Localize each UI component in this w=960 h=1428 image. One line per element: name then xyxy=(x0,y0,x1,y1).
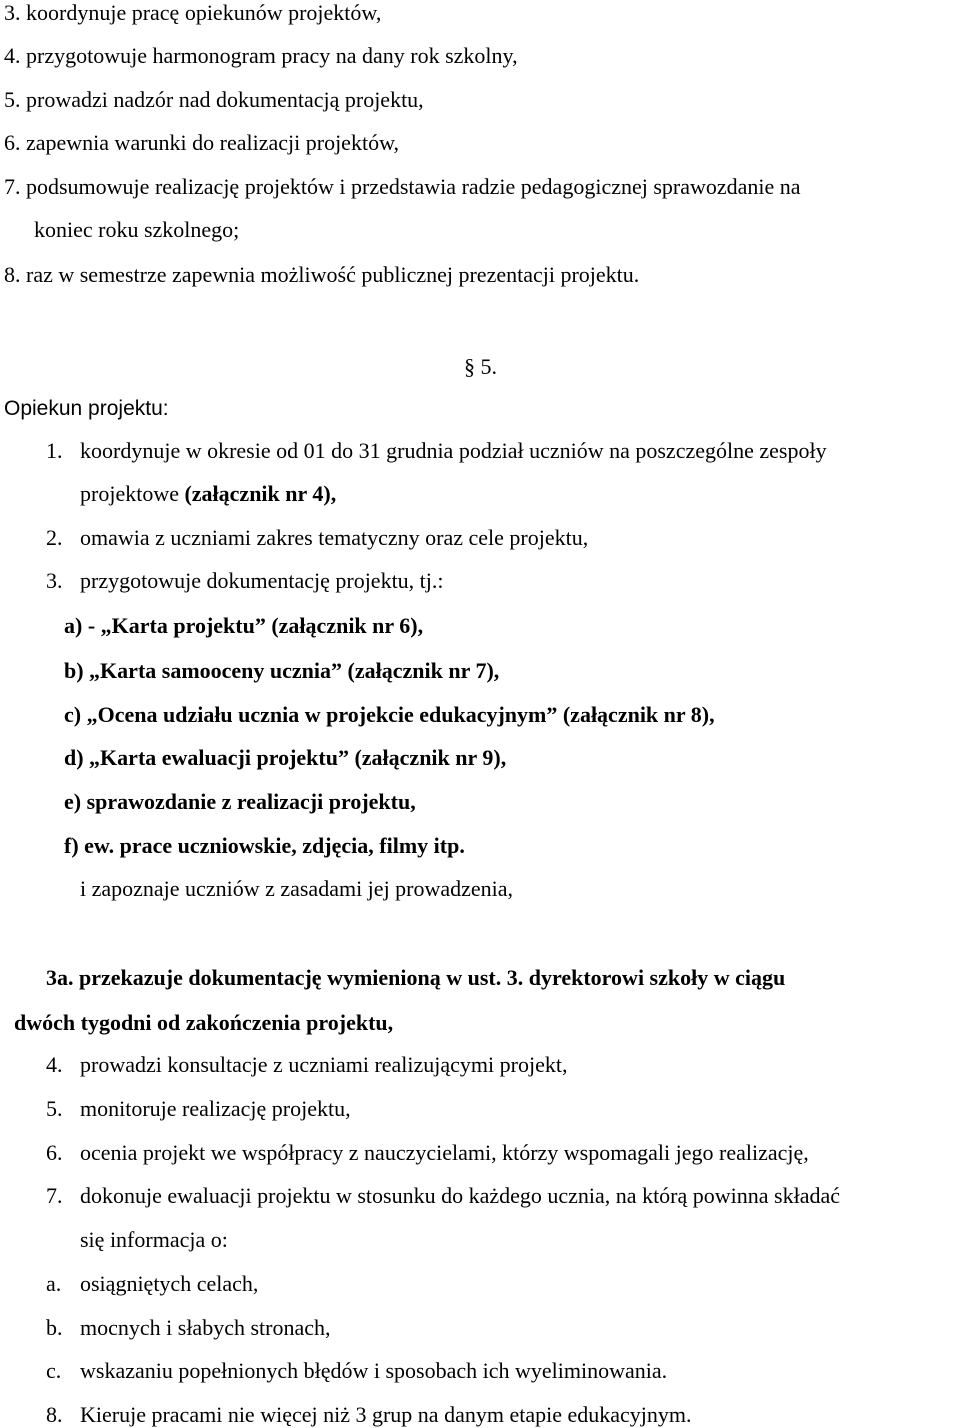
sublist-item: c) „Ocena udziału ucznia w projekcie edukacyjnym” (załącznik nr 8), xyxy=(64,702,715,727)
list-item: 4. prowadzi konsultacje z uczniami realizującymi projekt, xyxy=(46,1052,568,1077)
list-item: 8. raz w semestrze zapewnia możliwość publicznej prezentacji projektu. xyxy=(4,262,640,287)
sublist-item: a) - „Karta projektu” (załącznik nr 6), xyxy=(64,613,424,638)
list-item: 6. ocenia projekt we współpracy z nauczycielami, którzy wspomagali jego realizację, xyxy=(46,1140,809,1165)
sublist-item: b) „Karta samooceny ucznia” (załącznik nr 7), xyxy=(64,658,500,683)
list-item: 7. podsumowuje realizację projektów i przedstawia radzie pedagogicznej sprawozdanie na xyxy=(4,174,801,199)
item-3a-line2: dwóch tygodni od zakończenia projektu, xyxy=(14,1010,394,1035)
list-item: 3. koordynuje pracę opiekunów projektów, xyxy=(4,0,382,25)
sublist-item: f) ew. prace uczniowskie, zdjęcia, filmy itp. xyxy=(64,833,465,858)
list-item-continuation: koniec roku szkolnego; xyxy=(34,217,240,242)
sublist-item: d) „Karta ewaluacji projektu” (załącznik nr 9), xyxy=(64,745,507,770)
sublist-item: e) sprawozdanie z realizacji projektu, xyxy=(64,789,416,814)
section-heading: § 5. xyxy=(464,354,497,379)
list-item: 2. omawia z uczniami zakres tematyczny oraz cele projektu, xyxy=(46,525,589,550)
subsection-heading: Opiekun projektu: xyxy=(4,397,169,420)
list-item: b. mocnych i słabych stronach, xyxy=(46,1315,331,1340)
list-item: 8. Kieruje pracami nie więcej niż 3 grup na danym etapie edukacyjnym. xyxy=(46,1402,692,1427)
sublist-tail: i zapoznaje uczniów z zasadami jej prowadzenia, xyxy=(80,876,514,901)
list-item: 4. przygotowuje harmonogram pracy na dany rok szkolny, xyxy=(4,43,518,68)
item-3a-line1: 3a. przekazuje dokumentację wymienioną w ust. 3. dyrektorowi szkoły w ciągu xyxy=(46,965,786,990)
list-item: 5. prowadzi nadzór nad dokumentacją projektu, xyxy=(4,87,424,112)
list-item: 3. przygotowuje dokumentację projektu, tj.: xyxy=(46,568,444,593)
list-item: 1. koordynuje w okresie od 01 do 31 grudnia podział uczniów na poszczególne zespoły xyxy=(46,438,827,463)
list-item: 5. monitoruje realizację projektu, xyxy=(46,1096,351,1121)
list-item-continuation: projektowe (załącznik nr 4), xyxy=(80,481,337,506)
list-item: 7. dokonuje ewaluacji projektu w stosunku do każdego ucznia, na którą powinna składać xyxy=(46,1183,840,1208)
list-item: a. osiągniętych celach, xyxy=(46,1271,259,1296)
list-item: c. wskazaniu popełnionych błędów i sposobach ich wyeliminowania. xyxy=(46,1358,668,1383)
list-item: 6. zapewnia warunki do realizacji projektów, xyxy=(4,130,400,155)
list-item-continuation: się informacja o: xyxy=(80,1227,228,1252)
